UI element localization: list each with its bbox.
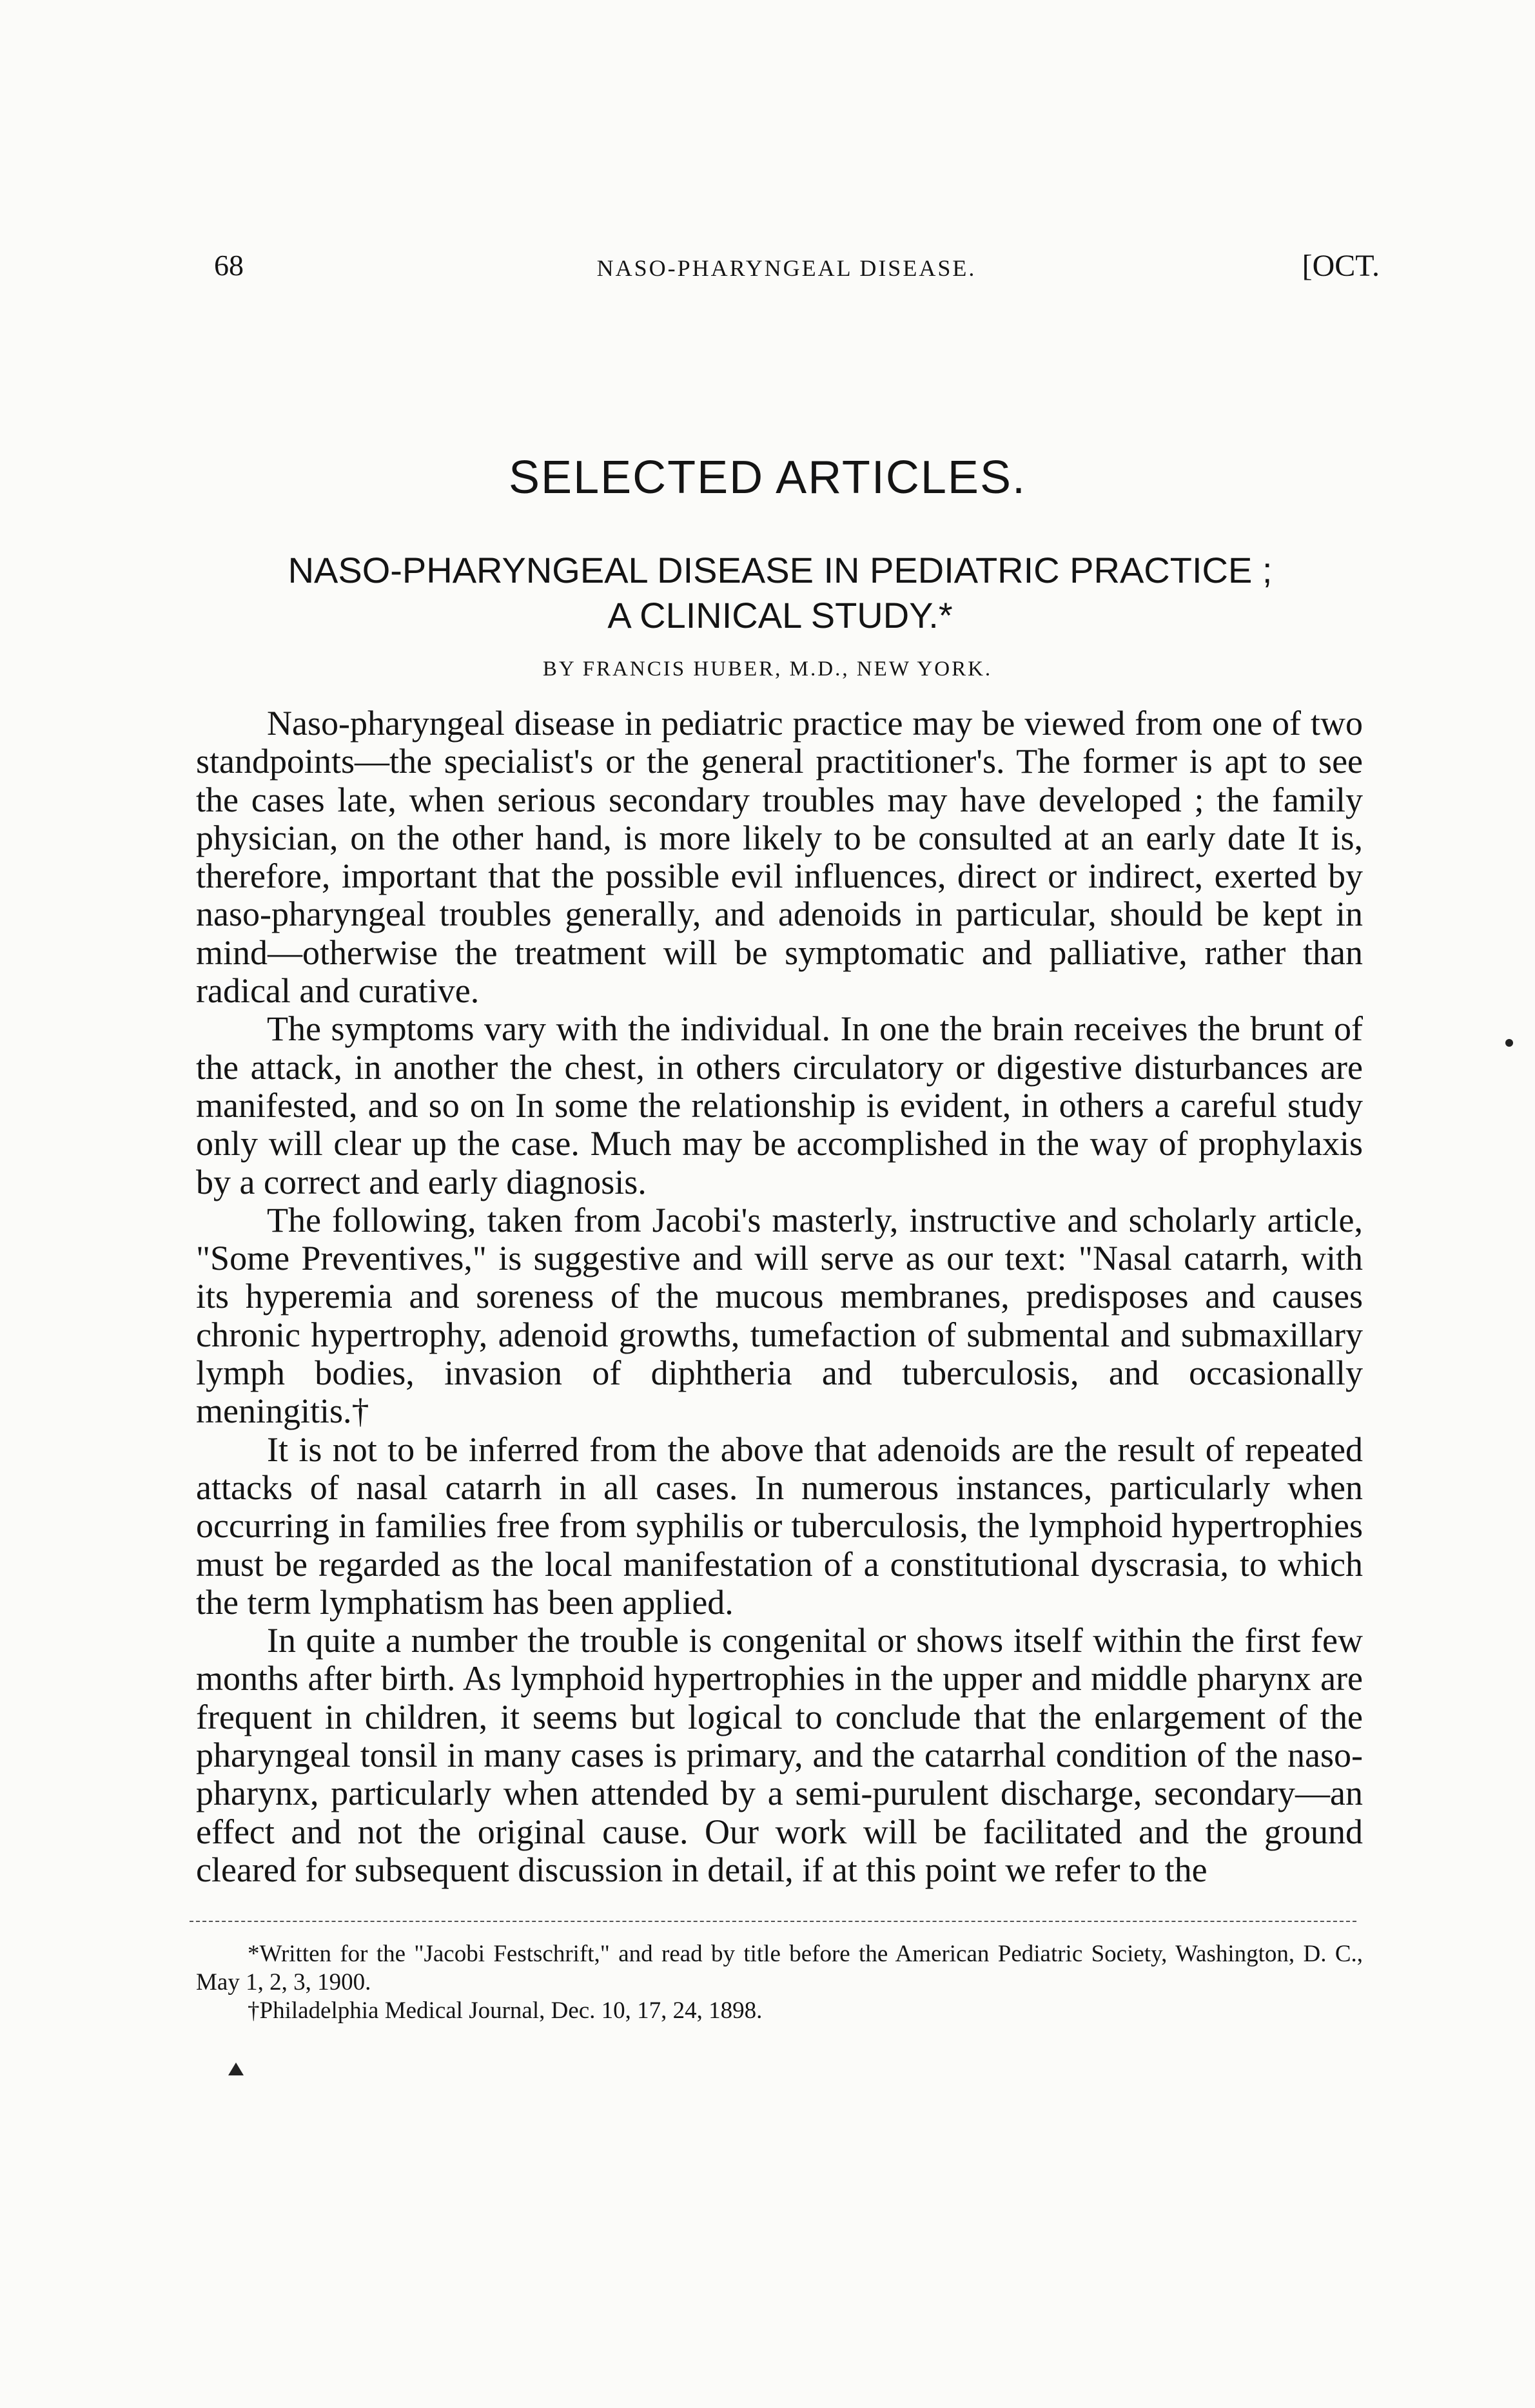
paragraph: It is not to be inferred from the above that adenoids are the result of repeated attacks of nasal catarrh in all cases. In numerous instances, particularly when occurring in families free from syphilis or tuberculosis, the lymphoid hypertrophies must be regarded as the local manifestation of a constitutional dyscrasia, to which the term lymphatism has been applied. [196, 1430, 1363, 1622]
page-number: 68 [214, 249, 244, 282]
running-header [193, 248, 1380, 300]
paragraph: In quite a number the trouble is congenital or shows itself within the first few months after birth. As lymphoid hypertrophies in the upper and middle pharynx are frequent in children, it seems but logical to conclude that the enlargement of the pharyngeal tonsil in many cases is primary, and the catarrhal condition of the naso-pharynx, particularly when attended by a semi-purulent discharge, secondary—an effect and not the original cause. Our work will be facilitated and the ground cleared for subsequent discussion in detail, if at this point we refer to the [196, 1621, 1363, 1889]
printer-mark-icon [228, 2063, 244, 2075]
footnote: *Written for the "Jacobi Festschrift," and read by title before the American Pediatric Society, Washington, D. C., May 1, 2, 3, 1900. [196, 1941, 1363, 1995]
paragraph: Naso-pharyngeal disease in pediatric practice may be viewed from one of two standpoints—the specialist's or the general practitioner's. The former is apt to see the cases late, when serious secondary troubles may have developed ; the family physician, on the other hand, is more likely to be consulted at an early date It is, therefore, important that the possible evil influences, direct or indirect, exerted by naso-pharyngeal troubles generally, and adenoids in particular, should be kept in mind—otherwise the treatment will be symptomatic and palliative, rather than radical and curative. [196, 704, 1363, 1011]
article-body [196, 704, 1363, 1889]
author-byline: BY FRANCIS HUBER, M.D., NEW YORK. [542, 657, 993, 681]
running-head-month: [OCT. [1302, 249, 1380, 283]
footnote: †Philadelphia Medical Journal, Dec. 10, 17, 24, 1898. [248, 1997, 763, 2024]
article-title-line-1: NASO-PHARYNGEAL DISEASE IN PEDIATRIC PRACTICE ; [288, 550, 1273, 590]
footnote-rule [190, 1921, 1356, 1922]
margin-dot [1505, 1039, 1513, 1047]
paragraph: The symptoms vary with the individual. In one the brain receives the brunt of the attack, in another the chest, in others circulatory or digestive disturbances are manifested, and so on In some the relationship is evident, in others a careful study only will clear up the case. Much may be accomplished in the way of prophylaxis by a correct and early diagnosis. [196, 1009, 1363, 1201]
running-head: NASO-PHARYNGEAL DISEASE. [596, 255, 977, 281]
article-title-line-2: A CLINICAL STUDY.* [607, 595, 953, 636]
footnotes [196, 1940, 1363, 2025]
paragraph: The following, taken from Jacobi's masterly, instructive and scholarly article, "Some Preventives," is suggestive and will serve as our text: "Nasal catarrh, with its hyperemia and soreness of the mucous membranes, predisposes and causes chronic hypertrophy, adenoid growths, tumefaction of submental and submaxillary lymph bodies, invasion of diphtheria and tuberculosis, and occasionally meningitis.† [196, 1200, 1363, 1431]
article-title [193, 548, 1367, 638]
section-heading: SELECTED ARTICLES. [509, 452, 1026, 503]
